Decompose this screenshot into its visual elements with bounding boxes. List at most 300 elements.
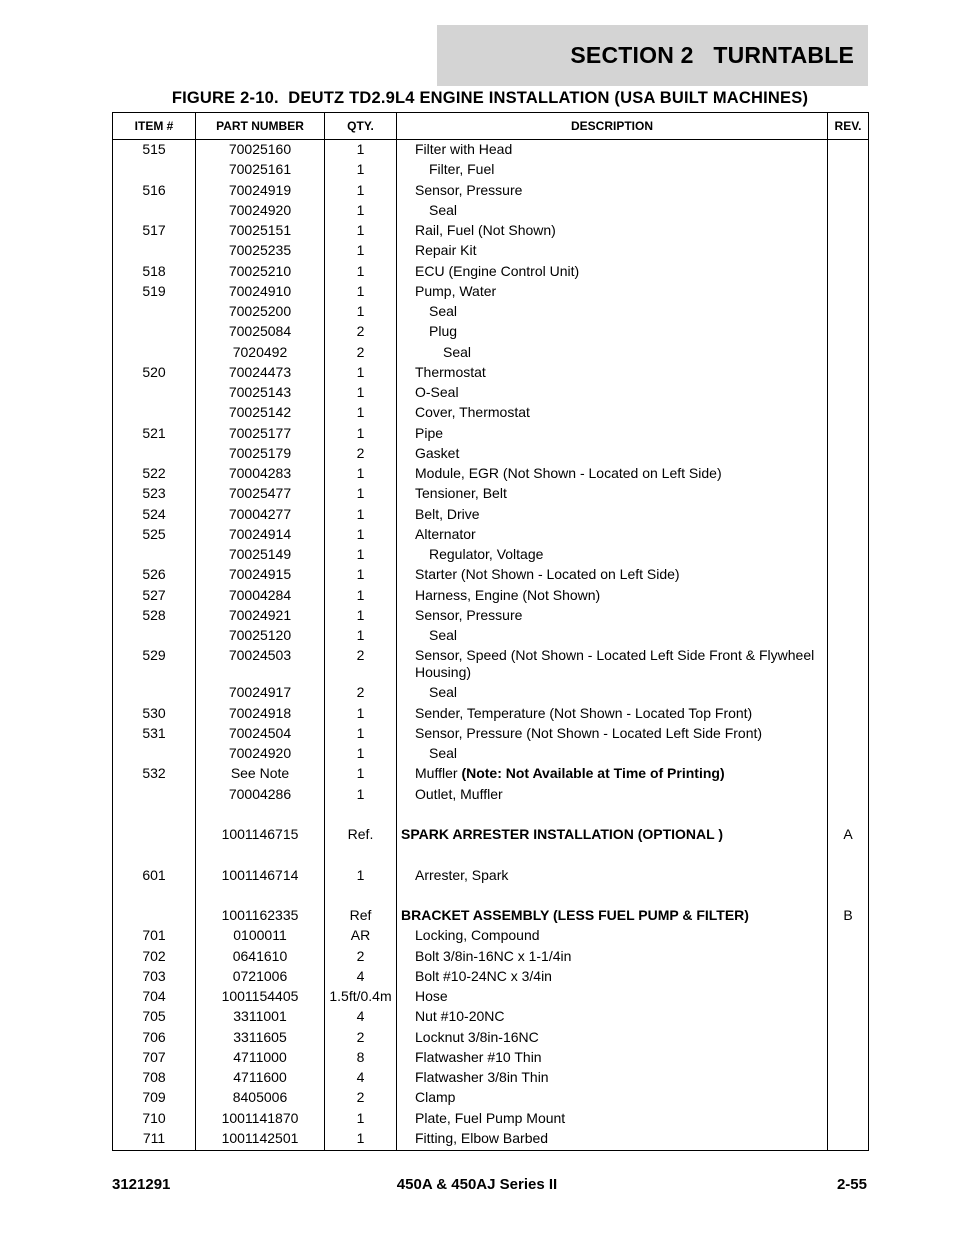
description-label: ECU (Engine Control Unit): [415, 262, 580, 279]
cell-part-number: 4711000: [196, 1049, 325, 1069]
table-spacer-row: [113, 887, 869, 907]
description-text: [401, 1029, 539, 1046]
description-text: [401, 222, 556, 239]
cell-description: [397, 546, 828, 566]
cell-revision: [828, 887, 869, 907]
column-header-description: DESCRIPTION: [397, 113, 828, 140]
cell-quantity: 1: [325, 384, 397, 404]
cell-revision: [828, 506, 869, 526]
cell-part-number: 1001146714: [196, 867, 325, 887]
cell-quantity: 1: [325, 202, 397, 222]
cell-part-number: 70024473: [196, 364, 325, 384]
cell-part-number: 7020492: [196, 344, 325, 364]
cell-revision: [828, 587, 869, 607]
cell-revision: [828, 242, 869, 262]
table-row: [113, 526, 869, 546]
description-text: [401, 647, 827, 681]
cell-revision: [828, 725, 869, 745]
description-label: Sensor, Speed (Not Shown - Located Left Side Front & Flywheel Housing): [415, 647, 819, 681]
description-text: [401, 1069, 549, 1086]
table-row: [113, 222, 869, 242]
table-row: [113, 1008, 869, 1028]
cell-quantity: 1: [325, 425, 397, 445]
description-text: [401, 445, 459, 462]
cell-revision: [828, 1110, 869, 1130]
cell-description: [397, 1049, 828, 1069]
description-label: O-Seal: [415, 384, 459, 400]
description-text: [401, 867, 508, 884]
description-text: [401, 1008, 505, 1025]
cell-quantity: AR: [325, 927, 397, 947]
description-label: Seal: [429, 745, 458, 761]
cell-description: [397, 826, 828, 846]
description-label: Seal: [429, 627, 458, 643]
cell-part-number: 70025084: [196, 323, 325, 343]
cell-item-number: [113, 323, 196, 343]
cell-part-number: 70004277: [196, 506, 325, 526]
column-header-rev: REV.: [828, 113, 869, 140]
cell-part-number: 70025120: [196, 627, 325, 647]
cell-description: [397, 846, 828, 866]
description-label: Seal: [443, 343, 472, 360]
cell-item-number: 528: [113, 607, 196, 627]
cell-item-number: 601: [113, 867, 196, 887]
cell-revision: [828, 867, 869, 887]
cell-revision: [828, 263, 869, 283]
description-text: [401, 684, 457, 701]
description-text: [401, 607, 522, 624]
description-label: Nut #10-20NC: [415, 1008, 505, 1025]
table-row: [113, 786, 869, 806]
description-text: [401, 1089, 455, 1106]
description-note: (Note: Not Available at Time of Printing): [461, 765, 725, 782]
cell-quantity: 1: [325, 607, 397, 627]
table-row: [113, 364, 869, 384]
cell-description: [397, 968, 828, 988]
column-header-part-number: PART NUMBER: [196, 113, 325, 140]
cell-quantity: 8: [325, 1049, 397, 1069]
table-row: [113, 140, 869, 162]
cell-item-number: 704: [113, 988, 196, 1008]
cell-revision: [828, 705, 869, 725]
description-text: [401, 263, 579, 280]
cell-revision: A: [828, 826, 869, 846]
description-text: [401, 988, 448, 1005]
description-text: [401, 303, 457, 320]
cell-revision: [828, 1069, 869, 1089]
cell-description: [397, 445, 828, 465]
table-row: [113, 404, 869, 424]
table-spacer-row: [113, 846, 869, 866]
cell-revision: [828, 806, 869, 826]
cell-quantity: 1: [325, 242, 397, 262]
cell-revision: [828, 988, 869, 1008]
cell-quantity: 1: [325, 485, 397, 505]
cell-description: [397, 705, 828, 725]
table-row: [113, 627, 869, 647]
cell-revision: [828, 684, 869, 704]
cell-revision: [828, 364, 869, 384]
parts-table-body: [113, 140, 869, 1151]
cell-revision: [828, 303, 869, 323]
cell-item-number: 711: [113, 1130, 196, 1151]
cell-description: [397, 1130, 828, 1151]
cell-quantity: 1: [325, 587, 397, 607]
description-text: [401, 546, 543, 563]
column-header-qty: QTY.: [325, 113, 397, 140]
description-text: [401, 927, 540, 944]
cell-quantity: 1: [325, 745, 397, 765]
cell-revision: [828, 927, 869, 947]
table-row: [113, 765, 869, 785]
cell-description: [397, 786, 828, 806]
cell-item-number: [113, 242, 196, 262]
description-label: Seal: [429, 684, 458, 701]
cell-revision: [828, 566, 869, 586]
cell-item-number: [113, 202, 196, 222]
cell-quantity: 1: [325, 303, 397, 323]
cell-revision: [828, 222, 869, 242]
cell-part-number: 70024919: [196, 182, 325, 202]
description-label: Seal: [429, 201, 458, 218]
cell-part-number: 70025151: [196, 222, 325, 242]
cell-quantity: 1: [325, 526, 397, 546]
description-text: [401, 907, 749, 923]
description-text: [401, 1110, 565, 1127]
cell-part-number: See Note: [196, 765, 325, 785]
description-text: [401, 705, 752, 722]
table-row: [113, 927, 869, 947]
description-label: BRACKET ASSEMBLY (LESS FUEL PUMP & FILTER): [401, 907, 749, 923]
cell-item-number: 521: [113, 425, 196, 445]
figure-title: FIGURE 2-10. DEUTZ TD2.9L4 ENGINE INSTALLATION (USA BUILT MACHINES): [171, 89, 809, 107]
cell-quantity: 1: [325, 765, 397, 785]
cell-item-number: 708: [113, 1069, 196, 1089]
footer-model: 450A & 450AJ Series II: [396, 1176, 558, 1193]
cell-part-number: 70004284: [196, 587, 325, 607]
description-text: [401, 566, 680, 583]
description-label: Plate, Fuel Pump Mount: [415, 1109, 566, 1126]
cell-description: [397, 647, 828, 684]
cell-quantity: [325, 806, 397, 826]
cell-description: [397, 283, 828, 303]
cell-description: [397, 988, 828, 1008]
cell-item-number: 701: [113, 927, 196, 947]
cell-description: [397, 182, 828, 202]
table-row: [113, 506, 869, 526]
cell-description: [397, 404, 828, 424]
cell-item-number: 529: [113, 647, 196, 684]
table-header-row: [113, 113, 869, 140]
description-label: Bolt 3/8in-16NC x 1-1/4in: [415, 947, 572, 964]
description-label: Plug: [429, 323, 458, 340]
cell-quantity: 2: [325, 445, 397, 465]
cell-quantity: 2: [325, 948, 397, 968]
cell-revision: [828, 765, 869, 785]
cell-revision: [828, 1008, 869, 1028]
cell-part-number: 0641610: [196, 948, 325, 968]
table-row: [113, 182, 869, 202]
cell-description: [397, 1110, 828, 1130]
cell-quantity: 4: [325, 1069, 397, 1089]
cell-description: [397, 506, 828, 526]
table-row: [113, 263, 869, 283]
cell-part-number: 70024921: [196, 607, 325, 627]
cell-item-number: 709: [113, 1089, 196, 1109]
description-text: [401, 948, 571, 965]
column-header-item: ITEM #: [113, 113, 196, 140]
cell-quantity: 1: [325, 786, 397, 806]
cell-revision: B: [828, 907, 869, 927]
description-label: Sensor, Pressure: [415, 181, 523, 198]
cell-description: [397, 907, 828, 927]
cell-revision: [828, 607, 869, 627]
description-text: [401, 202, 457, 219]
cell-part-number: 70024914: [196, 526, 325, 546]
cell-revision: [828, 1089, 869, 1109]
cell-quantity: 4: [325, 968, 397, 988]
table-row: [113, 1130, 869, 1151]
cell-revision: [828, 647, 869, 684]
cell-item-number: 520: [113, 364, 196, 384]
table-row: [113, 1069, 869, 1089]
description-text: [401, 384, 459, 401]
description-label: Muffler: [415, 765, 462, 782]
description-text: [401, 425, 443, 442]
cell-description: [397, 485, 828, 505]
cell-part-number: 70024504: [196, 725, 325, 745]
cell-revision: [828, 526, 869, 546]
description-label: Filter, Fuel: [429, 161, 495, 178]
cell-quantity: 2: [325, 1029, 397, 1049]
table-row: [113, 566, 869, 586]
table-row: [113, 968, 869, 988]
cell-quantity: 1: [325, 867, 397, 887]
cell-part-number: 70024503: [196, 647, 325, 684]
description-label: Sender, Temperature (Not Shown - Located Top Front): [415, 704, 753, 721]
cell-part-number: 70025235: [196, 242, 325, 262]
description-label: Outlet, Muffler: [415, 785, 503, 802]
description-text: [401, 404, 530, 421]
description-label: Flatwasher 3/8in Thin: [415, 1069, 549, 1085]
description-text: [401, 323, 457, 340]
cell-description: [397, 1029, 828, 1049]
cell-revision: [828, 1029, 869, 1049]
cell-description: [397, 1089, 828, 1109]
description-label: Hose: [415, 988, 448, 1004]
cell-quantity: [325, 846, 397, 866]
cell-part-number: 70025142: [196, 404, 325, 424]
cell-description: [397, 465, 828, 485]
cell-revision: [828, 1049, 869, 1069]
table-row: [113, 745, 869, 765]
table-row: [113, 283, 869, 303]
table-spacer-row: [113, 806, 869, 826]
cell-revision: [828, 627, 869, 647]
cell-part-number: [196, 887, 325, 907]
cell-revision: [828, 1130, 869, 1151]
cell-part-number: 1001162335: [196, 907, 325, 927]
cell-item-number: [113, 786, 196, 806]
cell-item-number: [113, 907, 196, 927]
cell-description: [397, 948, 828, 968]
cell-part-number: 70025477: [196, 485, 325, 505]
cell-quantity: 1: [325, 546, 397, 566]
cell-quantity: 1: [325, 506, 397, 526]
table-row: [113, 907, 869, 927]
description-text: [401, 725, 762, 742]
cell-revision: [828, 202, 869, 222]
cell-revision: [828, 323, 869, 343]
table-row: [113, 1049, 869, 1069]
description-text: [401, 526, 476, 543]
cell-revision: [828, 445, 869, 465]
description-text: [401, 344, 471, 361]
cell-description: [397, 202, 828, 222]
cell-quantity: 1: [325, 1130, 397, 1151]
cell-part-number: [196, 806, 325, 826]
cell-part-number: 70025161: [196, 161, 325, 181]
cell-description: [397, 526, 828, 546]
cell-part-number: 70025200: [196, 303, 325, 323]
cell-item-number: [113, 344, 196, 364]
table-row: [113, 587, 869, 607]
cell-item-number: [113, 546, 196, 566]
description-label: Arrester, Spark: [415, 866, 509, 883]
table-row: [113, 323, 869, 343]
description-label: Regulator, Voltage: [429, 546, 544, 562]
description-text: [401, 161, 494, 178]
description-label: Pipe: [415, 424, 444, 441]
cell-revision: [828, 745, 869, 765]
cell-description: [397, 323, 828, 343]
cell-part-number: 3311001: [196, 1008, 325, 1028]
cell-description: [397, 140, 828, 162]
cell-description: [397, 566, 828, 586]
description-label: Rail, Fuel (Not Shown): [415, 222, 556, 238]
cell-quantity: 2: [325, 684, 397, 704]
cell-quantity: Ref.: [325, 826, 397, 846]
cell-revision: [828, 968, 869, 988]
cell-part-number: 70025160: [196, 140, 325, 162]
cell-description: [397, 927, 828, 947]
cell-revision: [828, 283, 869, 303]
cell-item-number: 525: [113, 526, 196, 546]
cell-item-number: 522: [113, 465, 196, 485]
footer-document-number: 3121291: [112, 1176, 171, 1193]
cell-item-number: [113, 161, 196, 181]
cell-quantity: 1: [325, 140, 397, 162]
description-label: Fitting, Elbow Barbed: [415, 1129, 549, 1146]
cell-quantity: 1: [325, 725, 397, 745]
description-label: SPARK ARRESTER INSTALLATION (OPTIONAL ): [401, 826, 723, 842]
cell-quantity: 1: [325, 705, 397, 725]
cell-quantity: 1: [325, 364, 397, 384]
description-text: [401, 1130, 548, 1147]
table-row: [113, 425, 869, 445]
cell-description: [397, 806, 828, 826]
cell-item-number: 706: [113, 1029, 196, 1049]
cell-description: [397, 887, 828, 907]
cell-part-number: 8405006: [196, 1089, 325, 1109]
cell-revision: [828, 384, 869, 404]
description-label: Sensor, Pressure: [415, 606, 523, 623]
cell-item-number: [113, 887, 196, 907]
cell-revision: [828, 948, 869, 968]
description-label: Starter (Not Shown - Located on Left Side): [415, 566, 680, 583]
cell-item-number: 710: [113, 1110, 196, 1130]
cell-part-number: 70024917: [196, 684, 325, 704]
table-row: [113, 445, 869, 465]
table-row: [113, 242, 869, 262]
cell-item-number: 515: [113, 140, 196, 162]
parts-table: [112, 112, 869, 1151]
cell-part-number: 70004286: [196, 786, 325, 806]
cell-description: [397, 684, 828, 704]
cell-item-number: [113, 806, 196, 826]
description-label: Tensioner, Belt: [415, 485, 507, 502]
cell-item-number: [113, 684, 196, 704]
cell-revision: [828, 485, 869, 505]
cell-quantity: 2: [325, 647, 397, 684]
table-row: [113, 546, 869, 566]
cell-revision: [828, 182, 869, 202]
table-row: [113, 303, 869, 323]
table-row: [113, 202, 869, 222]
cell-part-number: 70025210: [196, 263, 325, 283]
cell-description: [397, 425, 828, 445]
cell-part-number: 70024915: [196, 566, 325, 586]
cell-revision: [828, 786, 869, 806]
description-label: Thermostat: [415, 363, 486, 380]
cell-revision: [828, 344, 869, 364]
description-text: [401, 745, 457, 762]
cell-part-number: 0721006: [196, 968, 325, 988]
cell-quantity: 2: [325, 323, 397, 343]
cell-quantity: 1: [325, 627, 397, 647]
cell-revision: [828, 846, 869, 866]
cell-revision: [828, 404, 869, 424]
table-row: [113, 1029, 869, 1049]
cell-part-number: 0100011: [196, 927, 325, 947]
cell-quantity: 1: [325, 263, 397, 283]
description-text: [401, 786, 503, 803]
description-text: [401, 826, 723, 842]
cell-item-number: 518: [113, 263, 196, 283]
cell-description: [397, 1069, 828, 1089]
description-text: [401, 141, 512, 158]
cell-part-number: 4711600: [196, 1069, 325, 1089]
cell-item-number: 523: [113, 485, 196, 505]
cell-description: [397, 303, 828, 323]
cell-item-number: 702: [113, 948, 196, 968]
description-label: Module, EGR (Not Shown - Located on Left Side): [415, 465, 722, 481]
table-row: [113, 161, 869, 181]
cell-quantity: 2: [325, 344, 397, 364]
table-row: [113, 465, 869, 485]
footer-page-number: 2-55: [836, 1176, 867, 1193]
cell-part-number: 1001142501: [196, 1130, 325, 1151]
cell-item-number: 532: [113, 765, 196, 785]
cell-description: [397, 725, 828, 745]
cell-part-number: 70025149: [196, 546, 325, 566]
cell-description: [397, 161, 828, 181]
table-row: [113, 988, 869, 1008]
cell-item-number: 531: [113, 725, 196, 745]
cell-part-number: 70025177: [196, 425, 325, 445]
table-row: [113, 344, 869, 364]
description-label: Seal: [429, 303, 458, 319]
